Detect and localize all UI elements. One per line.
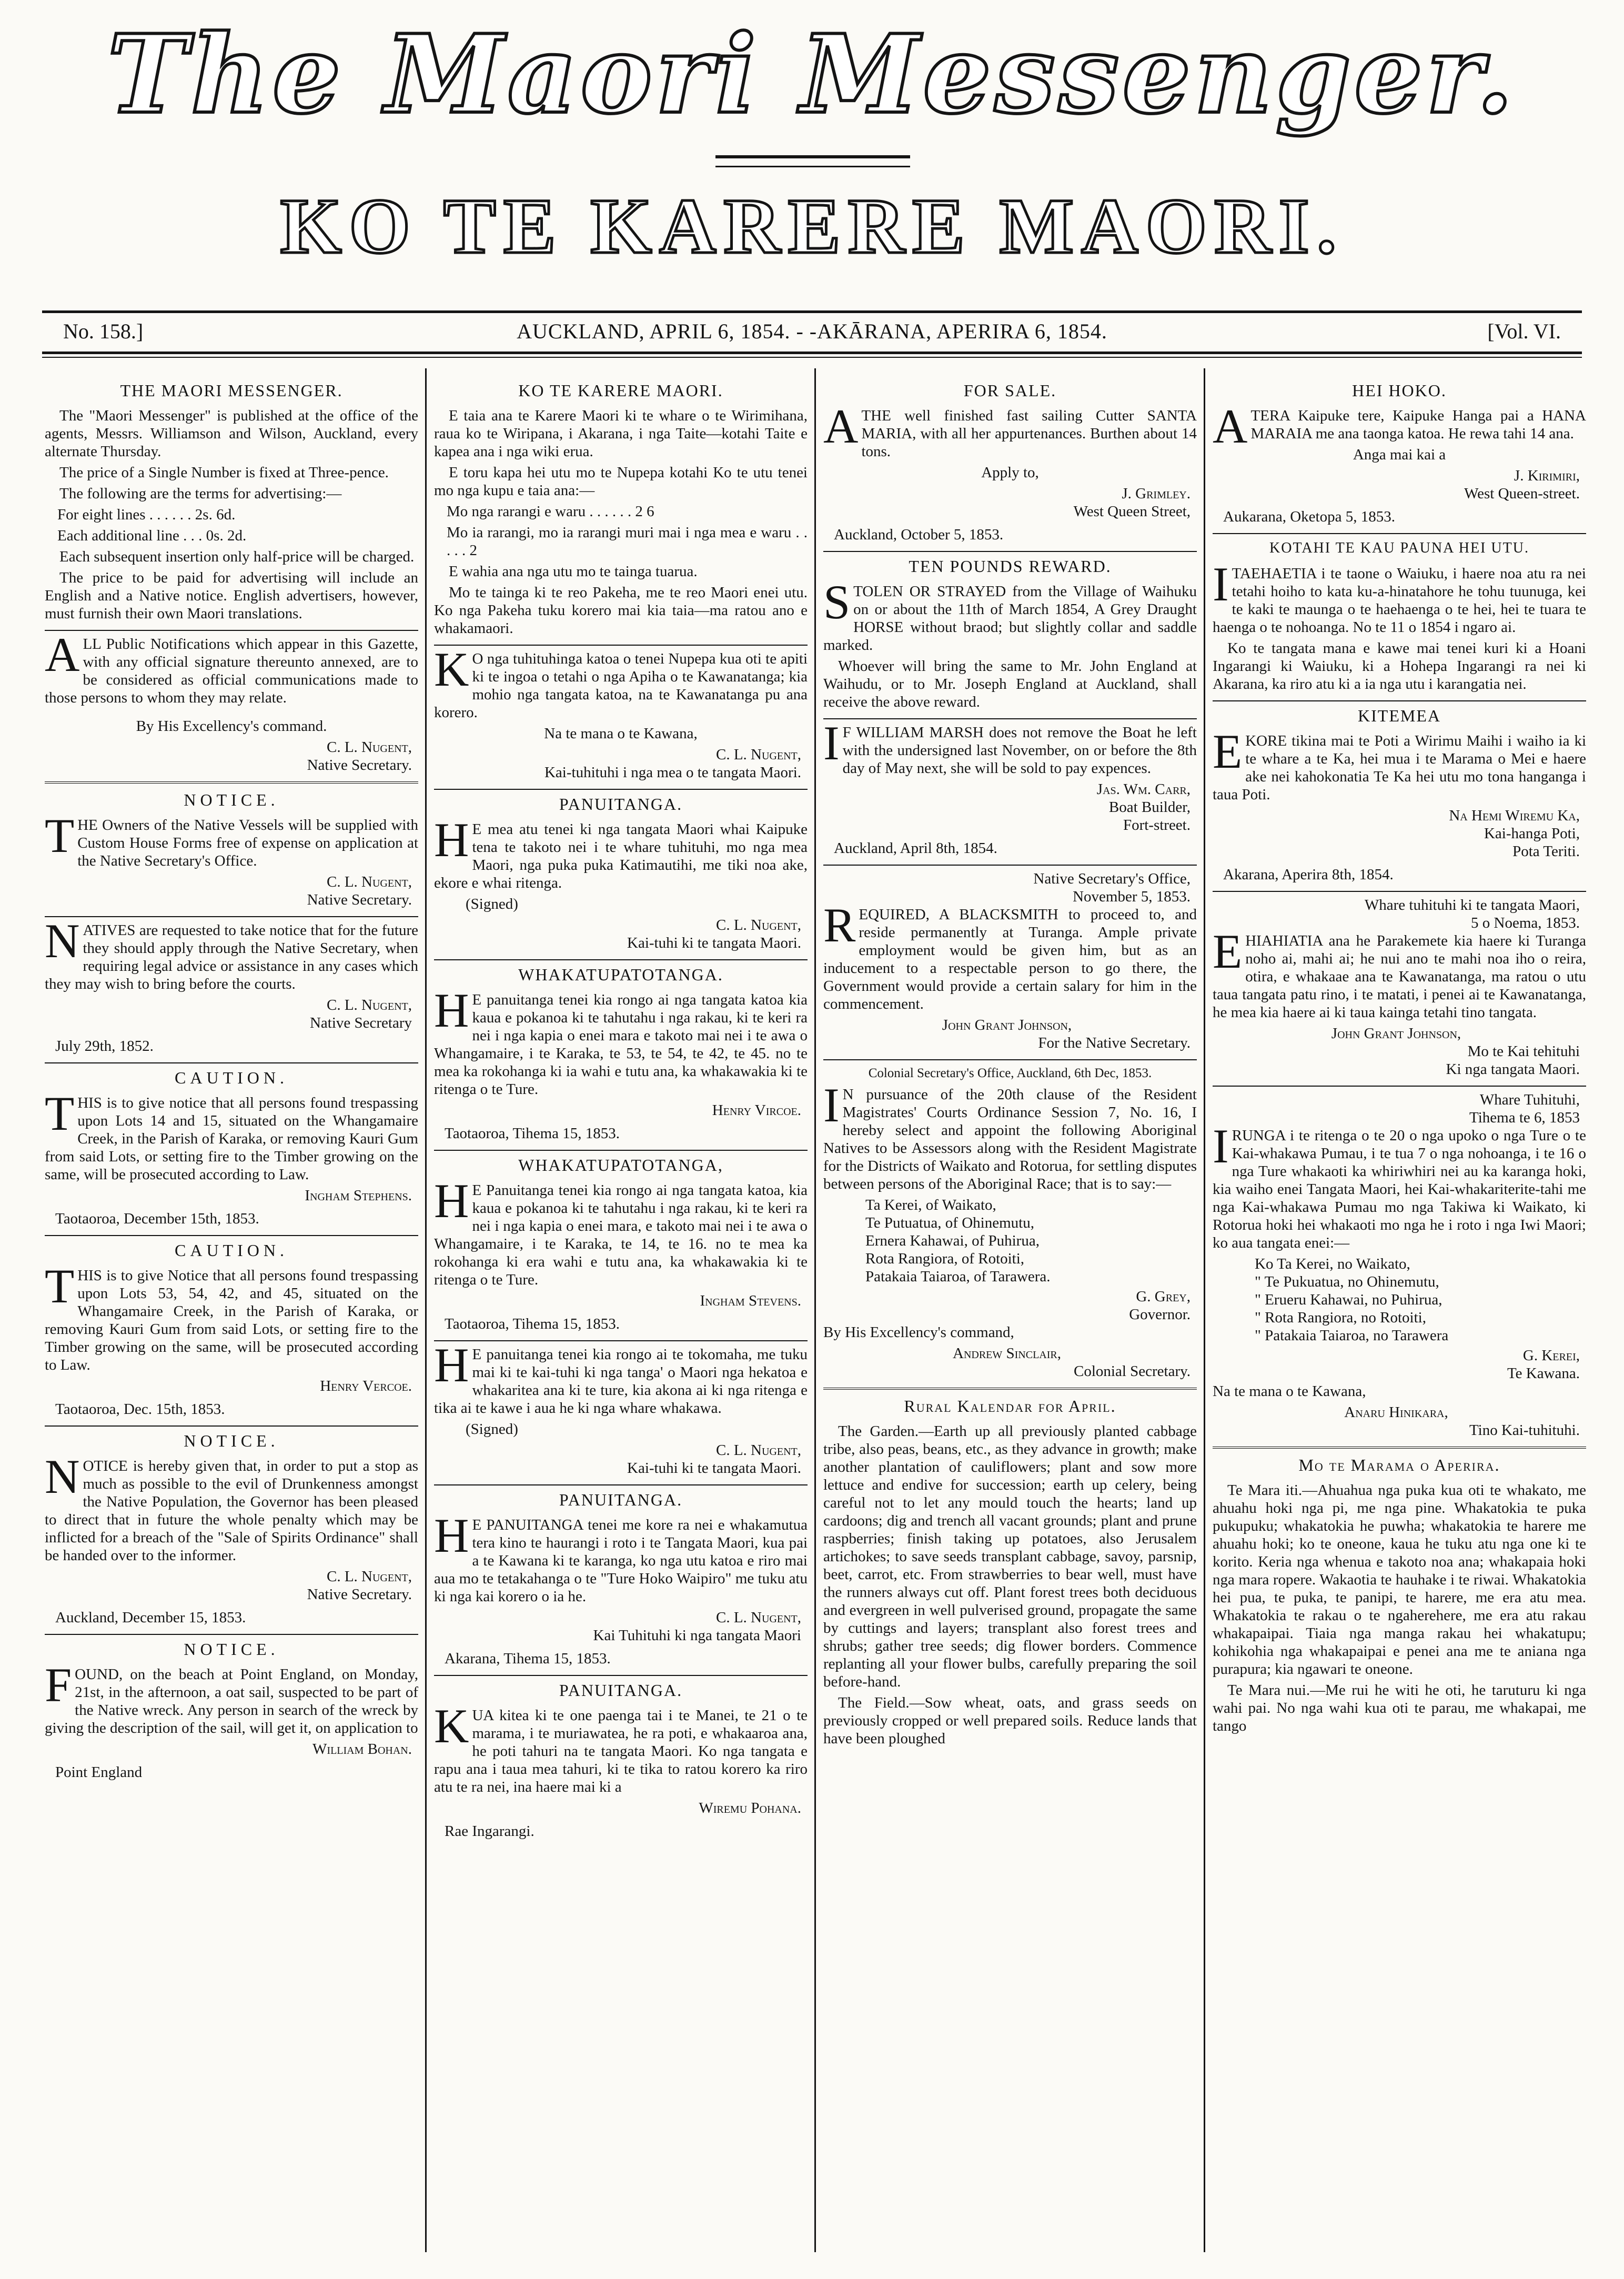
column-divider [814, 368, 816, 2252]
notice-date: Taotaoroa, December 15th, 1853. [55, 1210, 259, 1227]
separator [45, 1425, 418, 1427]
signature-title: West Queen Street, [1073, 503, 1191, 520]
column-3 [823, 376, 1197, 2250]
paragraph: HE Panuitanga tenei kia rongo ai nga tangata katoa, kia kaua e pokanoa ki te tahutahu i nga rakau, ki te keri ra nei i nga kapia o enei mara, e takoto mai nei i te awa o Whangamaire, i te Karaka, te 14, te 16. no te mea ka rokohanga ki era wahi e tutu ana, ka whakawakia ki te ritenga o te Ture. [434, 1174, 808, 1288]
signature-title: Kai-hanga Poti, [1484, 825, 1580, 842]
separator [823, 551, 1197, 552]
separator [45, 781, 418, 786]
section-heading: WHAKATUPATOTANGA. [518, 965, 723, 984]
signature: C. L. Nugent, [326, 874, 412, 890]
signature: C. L. Nugent, [326, 1568, 412, 1585]
separator [434, 645, 808, 646]
masthead-ornament [715, 155, 910, 167]
terms-line: Each additional line . . . 0s. 2d. [57, 527, 247, 544]
paragraph: E wahia ana nga utu mo te tainga tuarua. [449, 563, 698, 580]
paragraph: The Field.—Sow wheat, oats, and grass seeds on previously cropped or well prepared soils. Reduce lands that have been ploughed [823, 1694, 1197, 1747]
separator [434, 789, 808, 790]
signed-note: (Signed) [466, 896, 518, 912]
paragraph: IRUNGA i te ritenga o te 20 o nga upoko o nga Ture o te Kai-whakawa Pumau, i te tua 7 o nga nohoanga, i te 16 o nga Ture whakaoti ka whiriwhiri nei au ka karanga hoki, kia waiho enei Tangata Maori, hei Kai-whakariterite-tahi me nga Kai-whakawa Pumau mo nga Takiwa ki Waikato, ki Rotorua hoki hei whakaoti mo nga he i roto i nga Iwi Maori; ko aua tangata enei:— [1213, 1119, 1586, 1251]
separator [434, 1675, 808, 1676]
assessor-name: Te Putuatua, of Ohinemutu, [865, 1214, 1034, 1231]
office-line: Native Secretary's Office, [1033, 870, 1191, 887]
paragraph: ATHE well finished fast sailing Cutter SANTA MARIA, with all her appurtenances. Burthen about 14 tons. [823, 399, 1197, 460]
assessor-name: " Rota Rangiora, no Rotoiti, [1255, 1309, 1426, 1326]
paragraph: EHIAHIATIA ana he Parakemete kia haere ki Turanga noho ai, mahi ai; he nui ano te mahi noa iho o reira, otira, e whakaae ana te Kawanatanga, ma ratou o utu taua tangata patu rino, i te matati, i penei ai te Kawanatanga, he mea kia haere ai ki taua kainga tetahi tino tangata. [1213, 925, 1586, 1021]
notice-date: July 29th, 1852. [55, 1038, 154, 1055]
signature: John Grant Johnson, [1331, 1025, 1461, 1042]
office-line: Whare Tuhituhi, [1479, 1091, 1580, 1108]
assessor-name: " Erueru Kahawai, no Puhirua, [1255, 1291, 1443, 1308]
separator [1213, 1086, 1586, 1087]
section-heading: NOTICE. [184, 1431, 279, 1450]
section-heading: KITEMEA [1358, 706, 1441, 725]
paragraph: The price of a Single Number is fixed at Three-pence. [59, 464, 389, 481]
issue-number: No. 158.] [63, 319, 144, 343]
dateline [42, 316, 1582, 347]
separator [434, 959, 808, 960]
paragraph: THE Owners of the Native Vessels will be supplied with Custom House Forms free of expense on application at the Native Secretary's Office. [45, 809, 418, 869]
signature: William Bohan. [312, 1741, 412, 1758]
section-heading: Rural Kalendar for April. [904, 1397, 1116, 1415]
separator [434, 1340, 808, 1341]
paragraph: FOUND, on the beach at Point England, on Monday, 21st, in the afternoon, a oat sail, suspected to be part of the Native wreck. Any person in search of the wreck by giving the description of the sail, will get it, on application to [45, 1658, 418, 1736]
paragraph: The price to be paid for advertising will include an English and a Native notice. English advertisers, however, must furnish their own Maori translations. [45, 569, 418, 622]
signature: G. Kerei, [1522, 1347, 1580, 1364]
paragraph: Te Mara nui.—Me rui he witi he oti, he taruturu ki nga wahi pai. No nga wahi kua oti te parau, me whakapai, me tango [1213, 1682, 1586, 1734]
paragraph: The "Maori Messenger" is published at the office of the agents, Messrs. Williamson and Wilson, Auckland, every alternate Thursday. [45, 407, 418, 460]
notice-date: Akarana, Tihema 15, 1853. [445, 1650, 611, 1667]
signature-title: Native Secretary. [307, 757, 412, 774]
paragraph: ALL Public Notifications which appear in this Gazette, with any official signature thereunto annexed, are to be considered as official communications made to those persons to whom they may relate. [45, 628, 418, 706]
section-heading: NOTICE. [184, 790, 279, 809]
paragraph: EKORE tikina mai te Poti a Wirimu Maihi i waiho ia ki te whare a te Ka, hei mua i te Marama o Mei e haere ake nei kahokonatia Te Ka hei utu mo tona hanganga i taua Poti. [1213, 725, 1586, 803]
signature: C. L. Nugent, [326, 739, 412, 756]
assessor-name: Ta Kerei, of Waikato, [865, 1197, 996, 1213]
paragraph: Mo te tainga ki te reo Pakeha, me te reo Maori enei utu. Ko nga Pakeha tuku korero mai kia taia—ma ratou ano e whakamaori. [434, 584, 808, 637]
signature: G. Grey, [1136, 1288, 1191, 1305]
signature-title: Native Secretary. [307, 891, 412, 908]
signature-title: Kai-tuhi ki te tangata Maori. [627, 935, 801, 951]
signature-title: Tino Kai-tuhituhi. [1469, 1422, 1580, 1439]
paragraph: IN pursuance of the 20th clause of the Resident Magistrates' Courts Ordinance Session 7, No. 16, I hereby select and appoint the following Aboriginal Natives to be Assessors along with the Resident Magistrate for the Districts of Waikato and Rotorua, for settling disputes between persons of the Aboriginal Race; that is to say:— [823, 1078, 1197, 1192]
volume-number: [Vol. VI. [1487, 319, 1561, 343]
command-line: Na te mana o te Kawana, [1213, 1383, 1366, 1400]
separator [1213, 1447, 1586, 1451]
signature: Andrew Sinclair, [953, 1345, 1061, 1362]
separator [45, 630, 418, 631]
signature: J. Kirimiri, [1514, 467, 1580, 484]
paragraph: ATERA Kaipuke tere, Kaipuke Hanga pai a HANA MARAIA me ana taonga katoa. He rewa tahi 14 ana. [1213, 399, 1586, 453]
signature-title: Ki nga tangata Maori. [1446, 1061, 1580, 1078]
signature: C. L. Nugent, [326, 997, 412, 1013]
office-line: Whare tuhituhi ki te tangata Maori, [1364, 897, 1580, 913]
notice-date: Taotaoroa, Tihema 15, 1853. [445, 1316, 620, 1332]
signature-title: Kai Tuhituhi ki nga tangata Maori [593, 1627, 801, 1644]
apply-line: Anga mai kai a [1353, 446, 1446, 463]
signature: Anaru Hinikara, [1344, 1404, 1448, 1421]
paragraph: The following are the terms for advertising:— [59, 485, 342, 502]
notice-date: Rae Ingarangi. [445, 1823, 534, 1840]
signature-title: Kai-tuhi ki te tangata Maori. [627, 1460, 801, 1477]
paragraph: ITAEHAETIA i te taone o Waiuku, i haere noa atu ra nei tetahi hoiho to kata ku-a-hinatahore he tohu tuunuga, kei te kaki te maunga o te haehaenga o te hei, hei te tuara te haenga o te nohoanga. No te 11 o 1854 i ngaro ai. [1213, 557, 1586, 636]
paragraph: HE PANUITANGA tenei me kore ra nei e whakamutua tera kino te haurangi i roto i te Tangata Maori, kua pai a te Kawana ki te karanga, ko nga utu katoa e riro mai aua mo te tetakahanga o te "Ture Hoko Waipiro" me tuku atu ki nga kai korero o ia he. [434, 1509, 808, 1605]
paragraph: STOLEN OR STRAYED from the Village of Waihuku on or about the 11th of March 1854, A Grey Draught HORSE without braod; but slightly collar and saddle marked. [823, 575, 1197, 654]
signature-address: Fort-street. [1123, 817, 1191, 834]
signature: Ingham Stevens. [700, 1292, 801, 1309]
signature-address: Pota Teriti. [1512, 843, 1580, 860]
signature: Na Hemi Wiremu Ka, [1449, 807, 1580, 824]
paragraph: E taia ana te Karere Maori ki te whare o te Wirimihana, raua ko te Wiripana, i Akarana, i nga Taite—kotahi Taite e kapea ana i nga wiki erua. [434, 407, 808, 460]
paragraph: HE mea atu tenei ki nga tangata Maori whai Kaipuke tena te takoto nei i te whare tuhituhi, mo nga mea Maori, nga puka puka Katimautihi, me tiki noa ake, ekore e whai ritenga. [434, 813, 808, 891]
separator [823, 1388, 1197, 1392]
issue-date: AUCKLAND, APRIL 6, 1854. - -AKĀRANA, APERIRA 6, 1854. [517, 319, 1107, 343]
assessor-name: Rota Rangiora, of Rotoiti, [865, 1250, 1025, 1267]
signature-title: Te Kawana. [1507, 1365, 1580, 1382]
signature: Wiremu Pohana. [699, 1800, 801, 1816]
signature-title: Kai-tuhituhi i nga mea o te tangata Maori. [544, 764, 801, 781]
command-line: By His Excellency's command. [136, 718, 327, 735]
section-heading: KO TE KARERE MAORI. [518, 381, 723, 400]
section-heading: THE MAORI MESSENGER. [120, 381, 343, 400]
separator [823, 718, 1197, 719]
paragraph: E toru kapa hei utu mo te Nupepa kotahi Ko te utu tenei mo nga kupu e taia ana:— [434, 464, 808, 499]
rates-line: Mo nga rarangi e waru . . . . . . 2 6 [447, 503, 654, 520]
office-date: Tihema te 6, 1853 [1469, 1109, 1580, 1126]
signature-title: Colonial Secretary. [1074, 1363, 1191, 1380]
paragraph: NATIVES are requested to take notice that for the future they should apply through the Native Secretary, when requiring legal advice or assistance in any cases which they may wish to bring before the courts. [45, 914, 418, 992]
office-date: November 5, 1853. [1073, 888, 1191, 905]
signature: John Grant Johnson, [942, 1017, 1072, 1033]
section-heading: PANUITANGA. [559, 1681, 683, 1700]
signature-title: Mo te Kai tehituhi [1467, 1043, 1580, 1060]
notice-date: Point England [55, 1764, 143, 1781]
signature: C. L. Nugent, [715, 746, 801, 763]
section-heading: PANUITANGA. [559, 795, 683, 814]
command-line: By His Excellency's command, [823, 1324, 1014, 1341]
separator [1213, 533, 1586, 534]
assessor-name: Ernera Kahawai, of Puhirua, [865, 1232, 1040, 1249]
section-heading: NOTICE. [184, 1640, 279, 1659]
paragraph: KUA kitea ki te one paenga tai i te Manei, te 21 o te marama, i te muriawatea, he ra poti, e whakaaroa ana, he poti tahuri na te tangata Maori. Ko nga tangata e rapu ana i taua mea tahuri, ki te tika to ratou korero ka riro atu te ra nei, ina haere mai ki a [434, 1699, 808, 1795]
signature-title: West Queen-street. [1464, 485, 1580, 502]
separator [45, 1062, 418, 1063]
separator [823, 865, 1197, 866]
section-heading: PANUITANGA. [559, 1490, 683, 1509]
signature: Jas. Wm. Carr, [1096, 781, 1191, 798]
paragraph: KO nga tuhituhinga katoa o tenei Nupepa kua oti te apiti ki te ingoa o tetahi o nga Apiha o te Kawanatanga; kia mohio nga tangata katoa, na te Kawanatanga pu ana korero. [434, 642, 808, 721]
section-heading: CAUTION. [175, 1068, 288, 1087]
terms-line: For eight lines . . . . . . 2s. 6d. [57, 506, 236, 523]
column-4 [1213, 376, 1586, 2250]
command-line: Na te mana o te Kawana, [544, 725, 698, 742]
apply-line: Apply to, [981, 464, 1039, 481]
paragraph: NOTICE is hereby given that, in order to put a stop as much as possible to the evil of Drunkenness amongst the Native Population, the Governor has been pleased to direct that in future the whole penalty which may be inflicted for a breach of the "Sale of Spirits Ordinance" shall be handed over to the informer. [45, 1450, 418, 1564]
office-date: 5 o Noema, 1853. [1471, 915, 1580, 931]
separator [434, 1150, 808, 1151]
paragraph: REQUIRED, A BLACKSMITH to proceed to, and reside permanently at Turanga. Ample private employment would be given him, but as an inducement to a respectable person to go there, the Government would provide a certain salary for him in the commencement. [823, 898, 1197, 1012]
signature-title: Native Secretary. [307, 1586, 412, 1603]
assessor-name: Patakaia Taiaroa, of Tarawera. [865, 1268, 1051, 1285]
section-heading: HEI HOKO. [1352, 381, 1447, 400]
separator [434, 1484, 808, 1485]
signed-note: (Signed) [466, 1421, 518, 1438]
signature-title: Native Secretary [309, 1015, 412, 1031]
assessor-name: " Te Pukuatua, no Ohinemutu, [1255, 1273, 1439, 1290]
notice-date: Taotaoroa, Dec. 15th, 1853. [55, 1401, 225, 1418]
paragraph: THIS is to give Notice that all persons found trespassing upon Lots 53, 54, 42, and 45, situated on the Whangamaire Creek, in the Parish of Karaka, or removing Kauri Gum from said Lots, or setting fire to the Timber growing on the same, will be prosecuted according to Law. [45, 1259, 418, 1373]
dateline-rule [42, 352, 1582, 354]
paragraph: The Garden.—Earth up all previously planted cabbage tribe, also peas, beans, etc., as they advance in growth; make another plantation of cauliflowers; plant and sow more lettuce and endive for succession; earth up celery, being careful not to let any mould touch the hearts; land up cardoons; dig and trench all vacant grounds; plant and prune raspberries; finish taking up potatoes, also Jerusalem artichokes; to save seeds transplant cabbage, savoy, parsnip, beet, carrot, etc. From strawberries to bear well, must have the runners always cut off. Plant forest trees both deciduous and evergreen in well pulverised ground, propagate the same by cuttings and layers; transplant also forest trees and shrubs; gather tree seeds; dig flower borders. Commence replanting all your flower bulbs, carefully preparing the soil before-hand. [823, 1423, 1197, 1690]
signature: C. L. Nugent, [715, 917, 801, 933]
notice-date: Taotaoroa, Tihema 15, 1853. [445, 1125, 620, 1142]
paragraph: Ko te tangata mana e kawe mai tenei kuri ki a Hoani Ingarangi ki Waiuku, ki a Hohepa Ingarangi ra nei ki Akarana, ka riro atu ki a ia nga utu i karangatia nei. [1213, 640, 1586, 692]
office-line: Colonial Secretary's Office, Auckland, 6th Dec, 1853. [868, 1066, 1152, 1080]
notice-date: Auckland, December 15, 1853. [55, 1609, 246, 1626]
section-heading: FOR SALE. [963, 381, 1057, 400]
paragraph: Te Mara iti.—Ahuahua nga puka kua oti te whakato, me ahuahu hoki nga pi, me nga pine. Whakatokia te puka pukupuku; whakatokia he puwha; whakatokia te harere me ahuahu hoki; ko te oneone, kaua he tuku atu nga one ki te korito. Keria nga whenua e takoto noa ana; whakapaia hoki nga mara ropere. Wakaotia te hauhake i te riwai. Whakatokia hei pua, te puka, te panipi, te harere, me era atu mea. Whakatokia te rakau o te ngaherehere, me era atu rakau whakapaipai. Tiaia nga manga rakau hei whakatupu; kohikohia nga whakapaipai e penei ana me te aniana nga purapura; kia ngawari te oneone. [1213, 1482, 1586, 1678]
paragraph: HE panuitanga tenei kia rongo ai te tokomaha, me tuku mai ki te kai-tuhi ki nga tanga' o Maori nga hekatoa e whakaritea ana ki te ture, kia akona ai ki nga ritenga e tika ai te kawe i aua he ki nga whare whakawa. [434, 1338, 808, 1417]
column-1 [45, 376, 418, 2250]
signature: J. Grimley. [1122, 485, 1191, 502]
section-heading: Mo te Marama o Aperira. [1298, 1455, 1500, 1474]
notice-date: Auckland, April 8th, 1854. [834, 840, 997, 857]
column-2 [434, 376, 808, 2250]
assessor-name: Ko Ta Kerei, no Waikato, [1255, 1256, 1410, 1272]
masthead-title-maori: KO TE KARERE MAORI. [280, 183, 1344, 270]
top-rule [42, 310, 1582, 313]
paragraph: Each subsequent insertion only half-price will be charged. [59, 548, 415, 565]
dateline-rule-thin [42, 357, 1582, 358]
masthead-title-english: The Maori Messenger. [107, 12, 1517, 138]
paragraph: HE panuitanga tenei kia rongo ai nga tangata katoa kia kaua e pokanoa ki te tahutahu i nga rakau, ki te keri ra nei i nga kapia o enei mara e takoto mai nei i te awa o Whangamaire, i te Karaka, te 53, te 54, te 42, te 45. no te mea ka rokohanga ki ia wahi e tutu ana, ka whakawakia ki te ritenga o te Ture. [434, 983, 808, 1098]
section-heading: WHAKATUPATOTANGA, [518, 1156, 723, 1174]
section-heading: CAUTION. [175, 1241, 288, 1260]
notice-date: Aukarana, Oketopa 5, 1853. [1223, 508, 1395, 525]
paragraph: THIS is to give notice that all persons found trespassing upon Lots 14 and 15, situated on the Whangamaire Creek, in the Parish of Karaka, or removing Kauri Gum from said Lots, or setting fire to the Timber growing on the same, will be prosecuted according to Law. [45, 1087, 418, 1183]
separator [45, 1634, 418, 1635]
notice-date: Akarana, Aperira 8th, 1854. [1223, 866, 1394, 883]
signature: Henry Vercoe. [320, 1378, 412, 1394]
section-heading: TEN POUNDS REWARD. [909, 557, 1112, 576]
signature: Ingham Stephens. [305, 1187, 412, 1204]
separator [45, 1235, 418, 1236]
signature-title: Governor. [1129, 1306, 1191, 1323]
rates-line: Mo ia rarangi, mo ia rarangi muri mai i nga mea e waru . . . . . 2 [447, 524, 808, 559]
signature-title: For the Native Secretary. [1038, 1035, 1191, 1051]
paragraph: Whoever will bring the same to Mr. John England at Waihudu, or to Mr. Joseph England at Auckland, shall receive the above reward. [823, 658, 1197, 710]
notice-date: Auckland, October 5, 1853. [834, 526, 1004, 543]
separator [45, 916, 418, 917]
separator [1213, 700, 1586, 701]
column-divider [1204, 368, 1205, 2252]
section-heading: KOTAHI TE KAU PAUNA HEI UTU. [1269, 540, 1529, 556]
paragraph: IF WILLIAM MARSH does not remove the Boat he left with the undersigned last November, on or before the 8th day of May next, she will be sold to pay expences. [823, 716, 1197, 777]
signature: C. L. Nugent, [715, 1442, 801, 1459]
signature: C. L. Nugent, [715, 1609, 801, 1626]
assessor-name: " Patakaia Taiaroa, no Tarawera [1255, 1327, 1449, 1344]
separator [823, 1059, 1197, 1060]
separator [1213, 891, 1586, 892]
column-divider [425, 368, 427, 2252]
signature: Henry Vircoe. [712, 1102, 801, 1119]
signature-title: Boat Builder, [1108, 799, 1191, 816]
